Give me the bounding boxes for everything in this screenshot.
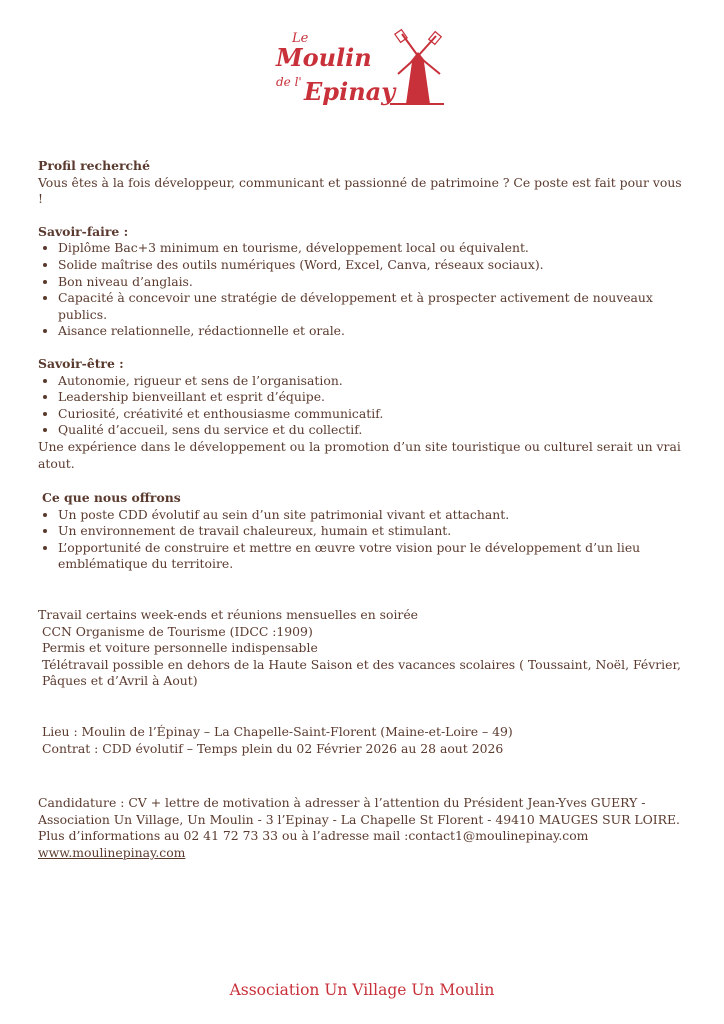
list-item: • Un poste CDD évolutif au sein d’un site patrimonial vivant et attachant. bbox=[58, 507, 688, 524]
experience-note: Une expérience dans le développement ou la promotion d’un site touristique ou culturel serait un vrai atout. bbox=[38, 438, 681, 471]
list-item: • L’opportunité de construire et mettre en œuvre votre vision pour le développement d’un lieu emblématique du territoire. bbox=[58, 540, 688, 573]
condition-permis: Permis et voiture personnelle indispensable bbox=[42, 640, 318, 656]
list-item: • Aisance relationnelle, rédactionnelle et orale. bbox=[58, 323, 688, 340]
list-item: • Autonomie, rigueur et sens de l’organisation. bbox=[58, 373, 688, 390]
footer-association: Association Un Village Un Moulin bbox=[229, 981, 495, 999]
list-item: • Un environnement de travail chaleureux, humain et stimulant. bbox=[58, 523, 688, 540]
list-item: • Qualité d’accueil, sens du service et du collectif. bbox=[58, 422, 688, 439]
profil-title: Profil recherché bbox=[38, 158, 150, 173]
list-item: • Curiosité, créativité et enthousiasme communicatif. bbox=[58, 406, 688, 423]
logo-epinay: Epinay bbox=[304, 77, 396, 106]
logo-moulin: Moulin bbox=[276, 43, 372, 72]
windmill-icon bbox=[390, 30, 444, 104]
list-item: • Bon niveau d’anglais. bbox=[58, 274, 688, 291]
condition-teletravail: Télétravail possible en dehors de la Haute Saison et des vacances scolaires ( Toussaint, Noël, Février, Pâques et d’Avril à Aout) bbox=[42, 656, 681, 689]
candidature-text: Candidature : CV + lettre de motivation à adresser à l’attention du Président Jean-Yves GUERY - Association Un Village, Un Moulin - 3 l’Epinay - La Chapelle St Florent - 49410 MAUGES SUR LOIRE. bbox=[38, 795, 680, 827]
condition-weekends: Travail certains week-ends et réunions mensuelles en soirée bbox=[38, 607, 418, 623]
logo bbox=[0, 22, 724, 112]
offre-title: Ce que nous offrons bbox=[42, 490, 181, 506]
list-item: • Solide maîtrise des outils numériques (Word, Excel, Canva, réseaux sociaux). bbox=[58, 257, 688, 274]
list-item: • Leadership bienveillant et esprit d’équipe. bbox=[58, 389, 688, 406]
logo-le: Le bbox=[292, 31, 309, 46]
condition-ccn: CCN Organisme de Tourisme (IDCC :1909) bbox=[42, 623, 313, 639]
job-offer-content bbox=[38, 158, 688, 862]
savoir-faire-title: Savoir-faire : bbox=[38, 223, 129, 239]
lieu: Lieu : Moulin de l’Épinay – La Chapelle-Saint-Florent (Maine-et-Loire – 49) bbox=[42, 724, 513, 740]
savoir-faire-list bbox=[38, 240, 688, 340]
profil-text: Vous êtes à la fois développeur, communicant et passionné de patrimoine ? Ce poste est fait pour vous ! bbox=[38, 174, 682, 207]
contrat: Contrat : CDD évolutif – Temps plein du 02 Février 2026 au 28 aout 2026 bbox=[42, 740, 504, 756]
savoir-etre-title: Savoir-être : bbox=[38, 355, 124, 371]
list-item: • Capacité à concevoir une stratégie de développement et à prospecter activement de nouveaux publics. bbox=[58, 290, 688, 323]
windmill-logo-icon bbox=[272, 22, 452, 112]
website-link[interactable]: www.moulinepinay.com bbox=[38, 845, 186, 860]
savoir-etre-list bbox=[38, 373, 688, 439]
offre-list bbox=[38, 507, 688, 573]
logo-de: de l' bbox=[276, 75, 302, 89]
list-item: • Diplôme Bac+3 minimum en tourisme, développement local ou équivalent. bbox=[58, 240, 688, 257]
contact-info: Plus d’informations au 02 41 72 73 33 ou à l’adresse mail :contact1@moulinepinay.com bbox=[38, 828, 589, 844]
